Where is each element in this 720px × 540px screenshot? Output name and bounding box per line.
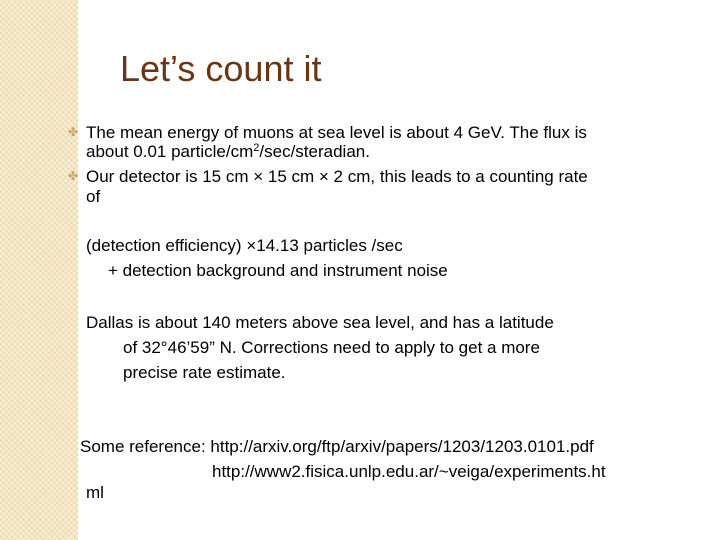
dallas-line-3: precise rate estimate. xyxy=(123,363,286,382)
bullet-icon: ✤ xyxy=(68,169,79,183)
reference-line-1: Some reference: http://arxiv.org/ftp/arxiv/papers/1203/1203.0101.pdf xyxy=(80,437,594,456)
rate-line-1: (detection efficiency) ×14.13 particles /sec xyxy=(86,236,403,255)
superscript-exponent: 2 xyxy=(253,142,260,154)
bullet-icon: ✤ xyxy=(68,125,79,139)
bullet-2-line-2: of xyxy=(86,187,101,206)
dallas-line-2: of 32°46’59” N. Corrections need to apply to get a more xyxy=(123,338,540,357)
decorative-side-band xyxy=(0,0,78,540)
reference-line-3: ml xyxy=(86,483,104,502)
bullet-1-line-2 xyxy=(86,141,370,162)
bullet-1-line-1: The mean energy of muons at sea level is about 4 GeV. The flux is xyxy=(86,123,587,142)
bullet-1-text-post: /sec/steradian. xyxy=(259,142,370,161)
bullet-1-text-pre: about 0.01 particle/cm xyxy=(86,142,254,161)
reference-line-2: http://www2.fisica.unlp.edu.ar/~veiga/experiments.ht xyxy=(212,462,606,481)
slide-title: Let’s count it xyxy=(120,48,322,89)
bullet-2-line-1: Our detector is 15 cm × 15 cm × 2 cm, this leads to a counting rate xyxy=(86,167,588,186)
dallas-line-1: Dallas is about 140 meters above sea level, and has a latitude xyxy=(86,313,554,332)
rate-line-2: + detection background and instrument noise xyxy=(108,261,448,280)
